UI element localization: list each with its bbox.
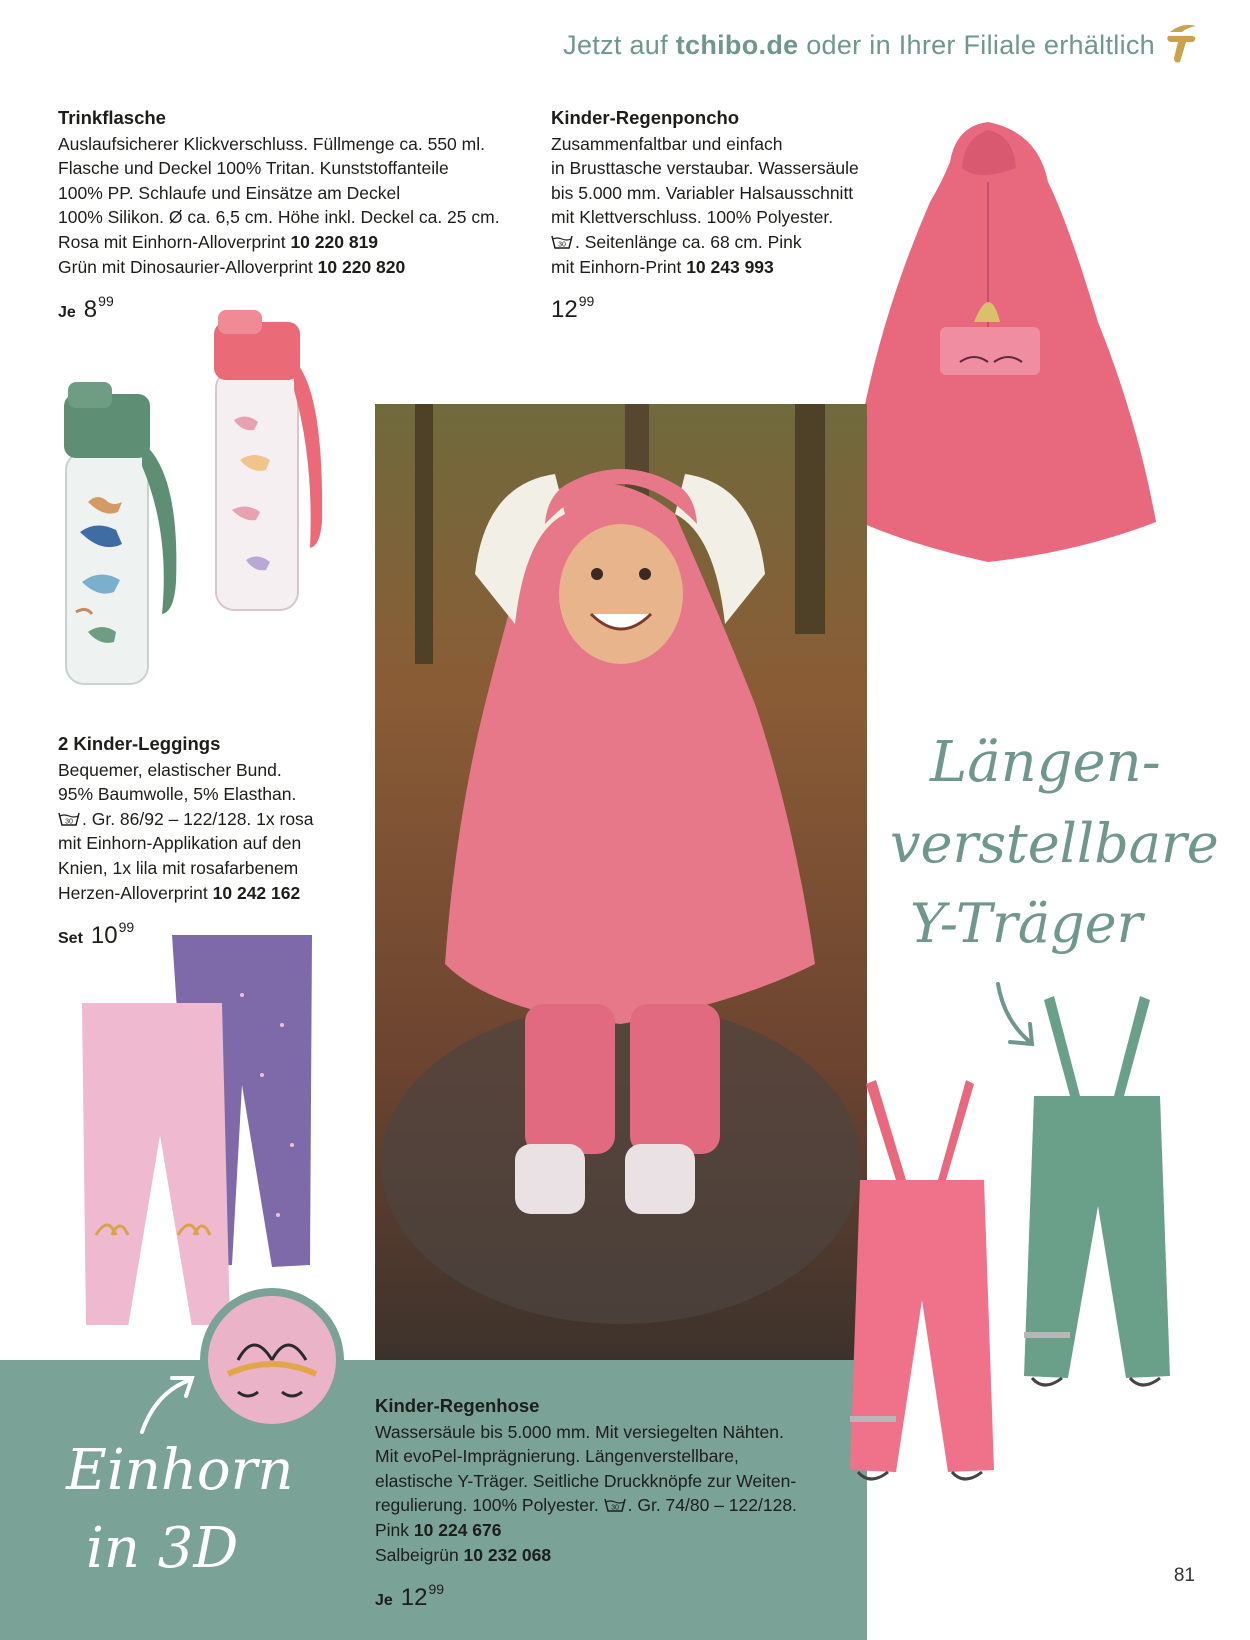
availability-banner — [563, 30, 1155, 61]
price-cents: 99 — [118, 919, 135, 936]
straps-callout-line3: Y-Träger — [910, 892, 1143, 955]
price-prefix: Je — [58, 304, 76, 322]
article-number: 10 232 068 — [463, 1544, 552, 1565]
poncho-desc-line: Zusammenfaltbar und einfach — [551, 133, 783, 154]
leggings-variant — [58, 881, 314, 906]
leggings-desc-line: mit Einhorn-Applikation auf den — [58, 833, 302, 854]
price-prefix: Set — [58, 930, 83, 948]
unicorn-3d-callout-line1: Einhorn — [66, 1438, 294, 1503]
article-number: 10 224 676 — [413, 1519, 502, 1540]
price-amount — [84, 289, 114, 323]
rain-pants-title: Kinder-Regenhose — [375, 1395, 540, 1416]
variant-label: Rosa mit Einhorn-Alloverprint — [58, 231, 291, 252]
poncho-desc-line: mit Klettverschluss. 100% Polyester. — [551, 207, 834, 228]
care-text: . Gr. 74/80 – 122/128. — [627, 1495, 797, 1516]
banner-suffix: oder in Ihrer Filiale erhältlich — [798, 30, 1155, 60]
leggings-info — [58, 732, 314, 952]
rain-pants-desc-line: Wassersäule bis 5.000 mm. Mit versiegelten Nähten. — [375, 1421, 784, 1442]
poncho-variant — [551, 255, 859, 280]
price-euros: 8 — [83, 296, 98, 324]
variant-label: Pink — [375, 1519, 414, 1540]
svg-text:30: 30 — [610, 1504, 619, 1512]
care-text: . Seitenlänge ca. 68 cm. Pink — [575, 231, 802, 252]
banner-site[interactable]: tchibo.de — [675, 30, 799, 60]
bottle-variant-rosa — [58, 230, 500, 255]
variant-label: Grün mit Dinosaurier-Alloverprint — [58, 256, 318, 277]
price-prefix: Je — [375, 1592, 393, 1610]
price-euros: 12 — [400, 1584, 428, 1612]
price-amount — [401, 1577, 444, 1611]
price-cents: 99 — [98, 293, 114, 310]
leggings-desc-line: 95% Baumwolle, 5% Elasthan. — [58, 784, 297, 805]
leggings-product-image — [82, 935, 312, 1325]
price-amount — [551, 289, 594, 323]
bottle-desc-line: Flasche und Deckel 100% Tritan. Kunststoffanteile — [58, 158, 449, 179]
rain-pants-price — [375, 1577, 797, 1614]
unicorn-detail-image — [198, 1286, 346, 1434]
poncho-price — [551, 289, 859, 323]
price-euros: 10 — [90, 922, 118, 950]
rain-pants-variant-sage — [375, 1543, 797, 1568]
rain-pants-desc-line: elastische Y-Träger. Seitliche Druckknöpfe zur Weiten- — [375, 1470, 797, 1491]
poncho-care-line — [551, 230, 859, 255]
bottle-info — [58, 106, 500, 326]
price-euros: 12 — [551, 296, 578, 324]
variant-label: Salbeigrün — [375, 1544, 464, 1565]
poncho-desc-line: in Brusttasche verstaubar. Wassersäule — [551, 158, 859, 179]
svg-text:30: 30 — [65, 818, 73, 826]
bottle-desc-line: 100% PP. Schlaufe und Einsätze am Deckel — [58, 182, 401, 203]
rain-pants-variant-pink — [375, 1518, 797, 1543]
wash-30-icon — [58, 811, 80, 827]
leggings-desc-line: Bequemer, elastischer Bund. — [58, 759, 282, 780]
rain-pants-info — [375, 1394, 797, 1614]
rain-pants-care-line — [375, 1493, 797, 1518]
care-prefix: regulierung. 100% Polyester. — [375, 1495, 604, 1516]
svg-text:30: 30 — [558, 241, 566, 249]
straps-callout-line2: verstellbare — [890, 812, 1219, 875]
care-text: . Gr. 86/92 – 122/128. 1x rosa — [82, 808, 314, 829]
wash-30-icon — [604, 1497, 626, 1513]
leggings-title: 2 Kinder-Leggings — [58, 733, 221, 754]
bottle-title: Trinkflasche — [58, 107, 166, 128]
page-number: 81 — [1173, 1565, 1195, 1586]
wash-30-icon — [551, 234, 573, 250]
price-cents: 99 — [578, 293, 595, 310]
banner-prefix: Jetzt auf — [563, 30, 676, 60]
arrow-icon — [136, 1372, 196, 1436]
child-raincoat-photo — [375, 404, 867, 1361]
bottle-desc-line: Auslaufsicherer Klickverschluss. Füllmenge ca. 550 ml. — [58, 133, 485, 154]
bottle-green-dino-image — [58, 382, 193, 694]
price-cents: 99 — [428, 1581, 445, 1598]
rain-pants-desc-line: Mit evoPel-Imprägnierung. Längenverstellbare, — [375, 1446, 739, 1467]
straps-callout-line1: Längen- — [930, 730, 1161, 795]
poncho-title: Kinder-Regenponcho — [551, 107, 740, 128]
bottle-variant-gruen — [58, 255, 500, 280]
rain-pants-pink-image — [846, 1080, 996, 1496]
variant-label: Herzen-Alloverprint — [58, 882, 213, 903]
leggings-care-line — [58, 807, 314, 832]
article-number: 10 220 820 — [317, 256, 406, 277]
article-number: 10 220 819 — [290, 231, 379, 252]
poncho-product-image — [838, 122, 1156, 570]
poncho-info — [551, 106, 859, 323]
bottle-pink-unicorn-image — [206, 310, 326, 620]
rain-pants-sage-image — [1020, 996, 1172, 1408]
tchibo-logo-icon — [1162, 22, 1202, 66]
variant-label: mit Einhorn-Print — [551, 256, 687, 277]
bottle-desc-line: 100% Silikon. Ø ca. 6,5 cm. Höhe inkl. Deckel ca. 25 cm. — [58, 207, 500, 228]
leggings-desc-line: Knien, 1x lila mit rosafarbenem — [58, 857, 299, 878]
poncho-desc-line: bis 5.000 mm. Variabler Halsausschnitt — [551, 182, 854, 203]
article-number: 10 242 162 — [212, 882, 301, 903]
unicorn-3d-callout-line2: in 3D — [86, 1516, 239, 1581]
article-number: 10 243 993 — [686, 256, 774, 277]
